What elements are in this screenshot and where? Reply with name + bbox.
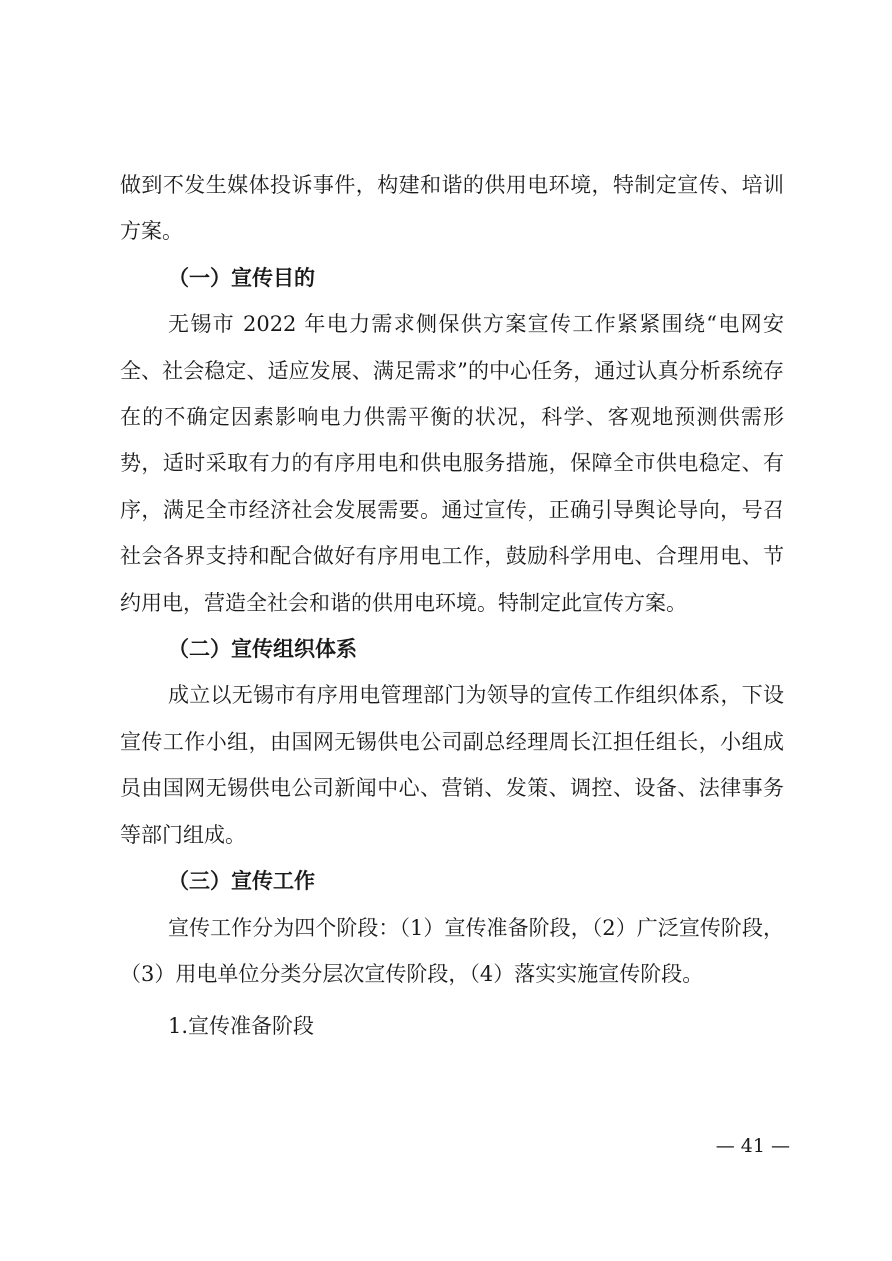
paragraph-work: 宣传工作分为四个阶段：（1）宣传准备阶段，（2）广泛宣传阶段，（3）用电单位分类分层次宣传阶段，（4）落实实施宣传阶段。 — [120, 915, 784, 986]
paragraph-organization: 成立以无锡市有序用电管理部门为领导的宣传工作组织体系，下设宣传工作小组，由国网无锡供电公司副总经理周长江担任组长，小组成员由国网无锡供电公司新闻中心、营销、发策、调控、设备、法律事务等部门组成。 — [120, 683, 784, 847]
subsection-heading-preparation: 1.宣传准备阶段 — [168, 1014, 315, 1039]
paragraph-continuation: 做到不发生媒体投诉事件，构建和谐的供用电环境，特制定宣传、培训方案。 — [120, 173, 784, 244]
document-body — [120, 162, 784, 1050]
section-heading-organization: （二）宣传组织体系 — [168, 636, 357, 662]
section-heading-work: （三）宣传工作 — [168, 868, 315, 894]
paragraph-purpose: 无锡市 2022 年电力需求侧保供方案宣传工作紧紧围绕“电网安全、社会稳定、适应发展、满足需求”的中心任务，通过认真分析系统存在的不确定因素影响电力供需平衡的状况，科学、客观地预测供需形势，适时采取有力的有序用电和供电服务措施，保障全市供电稳定、有序，满足全市经济社会发展需要。通过宣传，正确引导舆论导向，号召社会各界支持和配合做好有序用电工作，鼓励科学用电、合理用电、节约用电，营造全社会和谐的供用电环境。特制定此宣传方案。 — [120, 312, 784, 615]
section-heading-purpose: （一）宣传目的 — [168, 264, 315, 290]
page-number: — 41 — — [715, 1135, 790, 1157]
